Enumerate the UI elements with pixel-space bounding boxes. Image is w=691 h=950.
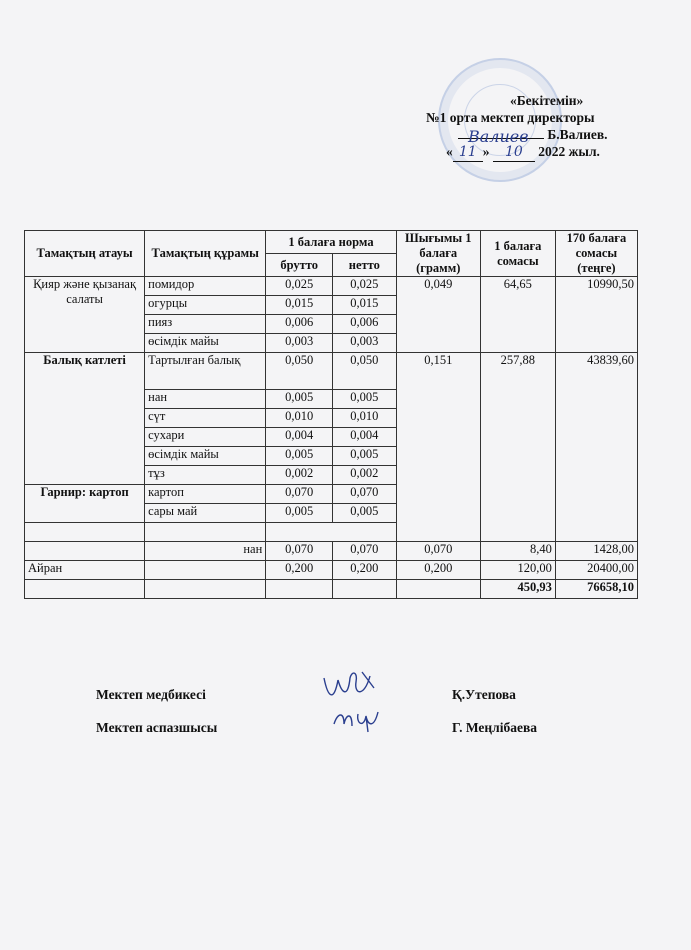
cook-signature: [330, 704, 386, 734]
director-signature: Валиев: [468, 127, 529, 146]
ingredient: Тартылған балық: [145, 353, 266, 390]
header-net: нетто: [333, 254, 397, 277]
date-close-quote: »: [482, 144, 490, 159]
gross-value: 0,005: [266, 390, 333, 409]
menu-table: [24, 230, 638, 599]
header-gross: брутто: [266, 254, 333, 277]
dish-name: Гарнир: картоп: [25, 485, 145, 523]
net-value: 0,005: [333, 390, 397, 409]
dish-name: Балық катлеті: [25, 353, 145, 485]
nurse-name: Қ.Утепова: [452, 687, 516, 702]
totals-empty-cell: [333, 580, 397, 599]
dish-name-empty: [25, 523, 145, 542]
net-value: 0,005: [333, 504, 397, 523]
cost-one-value: 120,00: [480, 561, 555, 580]
ingredient: сухари: [145, 428, 266, 447]
ingredient: [145, 561, 266, 580]
date-month: 10: [504, 144, 523, 160]
net-value: 0,002: [333, 466, 397, 485]
ingredient: сүт: [145, 409, 266, 428]
header-norm: 1 балаға норма: [266, 231, 396, 254]
ingredient: нан: [145, 542, 266, 561]
cook-role: Мектеп аспазшысы: [96, 720, 218, 735]
cost-170-value: 10990,50: [555, 277, 637, 353]
ingredient: пияз: [145, 315, 266, 334]
net-value: 0,005: [333, 447, 397, 466]
gross-value: 0,003: [266, 334, 333, 353]
total-cost-one: 450,93: [480, 580, 555, 599]
cost-one-value: 257,88: [480, 353, 555, 542]
net-value: 0,050: [333, 353, 397, 390]
table-row: [25, 277, 638, 296]
totals-empty-cell: [25, 580, 145, 599]
director-name: Б.Валиев.: [547, 127, 608, 142]
net-value: 0,200: [333, 561, 397, 580]
table-row: [25, 542, 638, 561]
director-position: №1 орта мектеп директоры: [426, 110, 595, 125]
month-blank: [493, 143, 535, 162]
totals-row: [25, 580, 638, 599]
gross-value: 0,010: [266, 409, 333, 428]
ingredient: өсімдік майы: [145, 447, 266, 466]
cost-170-value: 43839,60: [555, 353, 637, 542]
ingredient: помидор: [145, 277, 266, 296]
cook-name: Г. Меңлібаева: [452, 720, 538, 735]
totals-empty-cell: [396, 580, 480, 599]
ingredient: нан: [145, 390, 266, 409]
totals-empty-cell: [145, 580, 266, 599]
approval-title: «Бекітемін»: [510, 93, 584, 108]
gross-value: 0,070: [266, 485, 333, 504]
header-composition: Тамақтың құрамы: [145, 231, 266, 277]
dish-name: [25, 542, 145, 561]
net-value: 0,010: [333, 409, 397, 428]
ingredient: картоп: [145, 485, 266, 504]
ingredient: огурцы: [145, 296, 266, 315]
net-value: 0,003: [333, 334, 397, 353]
cost-one-value: 64,65: [480, 277, 555, 353]
header-cost-170: 170 балаға сомасы (теңге): [555, 231, 637, 277]
net-value: 0,015: [333, 296, 397, 315]
ingredient: өсімдік майы: [145, 334, 266, 353]
yield-value: 0,070: [396, 542, 480, 561]
gross-value: 0,025: [266, 277, 333, 296]
net-value: 0,004: [333, 428, 397, 447]
gross-value: 0,006: [266, 315, 333, 334]
dish-name: Айран: [25, 561, 145, 580]
net-value: 0,070: [333, 542, 397, 561]
net-value: 0,025: [333, 277, 397, 296]
ingredient: сары май: [145, 504, 266, 523]
director-signature-line: [400, 126, 660, 146]
date-year-suffix: жыл.: [568, 144, 600, 159]
gross-value: 0,200: [266, 561, 333, 580]
gross-value: 0,005: [266, 447, 333, 466]
table-row: [25, 353, 638, 390]
net-value: 0,006: [333, 315, 397, 334]
yield-value: 0,200: [396, 561, 480, 580]
cost-one-value: 8,40: [480, 542, 555, 561]
table-row: [25, 561, 638, 580]
gross-value: 0,015: [266, 296, 333, 315]
yield-value: 0,151: [396, 353, 480, 542]
cost-170-value: 1428,00: [555, 542, 637, 561]
yield-value: 0,049: [396, 277, 480, 353]
header-food-name: Тамақтың атауы: [25, 231, 145, 277]
date-day: 11: [458, 144, 477, 160]
gross-value: 0,070: [266, 542, 333, 561]
day-blank: [453, 143, 483, 162]
signature-blank: [458, 127, 544, 146]
net-value: 0,070: [333, 485, 397, 504]
totals-empty-cell: [266, 580, 333, 599]
ingredient-empty: [145, 523, 266, 542]
ingredient: тұз: [145, 466, 266, 485]
total-cost-170: 76658,10: [555, 580, 637, 599]
approval-date: [400, 143, 660, 162]
nurse-signature: [318, 668, 382, 708]
header-cost-one: 1 балаға сомасы: [480, 231, 555, 277]
date-year: 2022: [538, 144, 566, 159]
gross-value: 0,005: [266, 504, 333, 523]
approval-block: [400, 92, 660, 162]
dish-name: Қияр және қызанақ салаты: [25, 277, 145, 353]
gross-value: 0,004: [266, 428, 333, 447]
nurse-role: Мектеп медбикесі: [96, 687, 206, 702]
gross-value: 0,050: [266, 353, 333, 390]
date-open-quote: «: [446, 144, 453, 159]
cost-170-value: 20400,00: [555, 561, 637, 580]
gross-value: 0,002: [266, 466, 333, 485]
header-yield: Шығымы 1 балаға (грамм): [396, 231, 480, 277]
